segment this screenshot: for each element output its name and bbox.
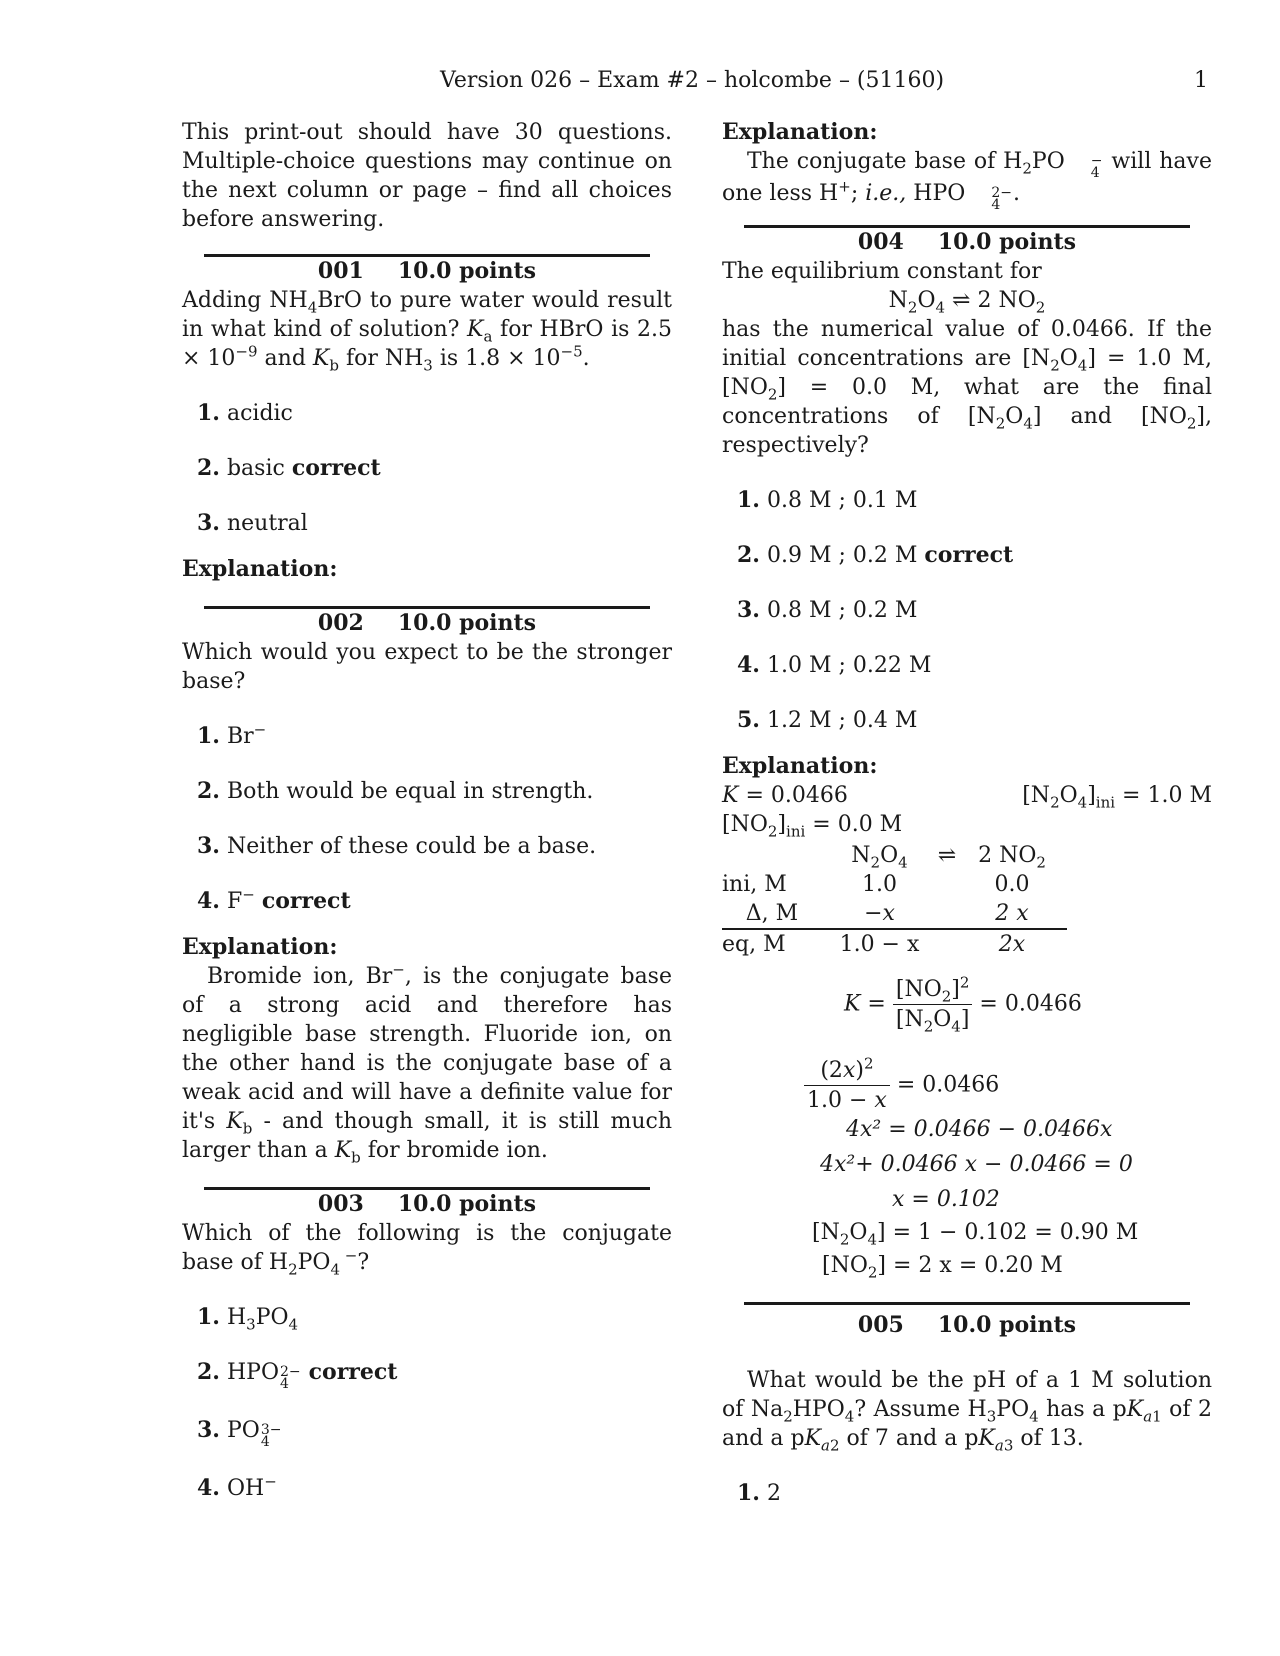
- k-expression: K = $\frac{[NO_2]^2}{[N_2O_4]}$ = 0.0466: [844, 973, 1082, 1036]
- choice-003-4[interactable]: 4. OH−: [197, 1472, 277, 1501]
- equation-line-3: x = 0.102: [892, 1187, 1000, 1212]
- choice-003-1[interactable]: 1. $H_3PO_4$: [197, 1304, 299, 1334]
- question-header-002: 002 10.0 points: [317, 610, 537, 636]
- equation-line-2: 4x²+ 0.0466 x − 0.0466 = 0: [820, 1152, 1133, 1177]
- question-header-004: 004 10.0 points: [857, 229, 1077, 255]
- question-text-003: Which of the following is the conjugate base of $H_2PO_4$ −?: [182, 1221, 672, 1279]
- substitution-line: $\frac{(2x)^2}{1.0 - x}$ = 0.0466: [722, 1056, 1212, 1115]
- question-header-005: 005 10.0 points: [857, 1312, 1077, 1338]
- result-no2: $[NO_2] = 2$ x = 0.20 M: [822, 1253, 1063, 1282]
- left-column: [182, 118, 672, 1503]
- ice-row: eq, M 1.0 − x 2x: [722, 929, 1067, 959]
- question-header-001: 001 10.0 points: [317, 258, 537, 284]
- choice-004-4[interactable]: 4. 1.0 M ; 0.22 M: [737, 652, 932, 678]
- ice-row: ini, M 1.0 0.0: [722, 872, 1030, 897]
- question-intro-004: The equilibrium constant for: [722, 259, 1042, 284]
- ice-row: Δ, M −x 2 x: [745, 901, 1029, 926]
- correct-marker: correct: [261, 888, 351, 914]
- choice-001-1[interactable]: 1. acidic: [197, 400, 293, 426]
- header-title: Version 026 – Exam #2 – holcombe – (51160): [440, 68, 945, 93]
- ice-table: $N_2O_4$ ⇌ 2 $NO_2$ ini, M 1.0 0.0 Δ, M −x 2 x eq, M 1.0 − x 2x: [722, 841, 1067, 959]
- choice-002-4[interactable]: 4. F− correct: [197, 885, 351, 914]
- choice-001-3[interactable]: 3. neutral: [197, 510, 308, 536]
- explanation-text-003: The conjugate base of $H_2PO$ − 4 will have one less H+; i.e., HPO 2− 4 .: [722, 149, 1212, 213]
- choice-004-5[interactable]: 5. 1.2 M ; 0.4 M: [737, 707, 918, 733]
- no2-initial-line: $[NO_2]_{ini} = 0.0$ M: [722, 812, 903, 841]
- correct-marker: correct: [308, 1359, 398, 1385]
- k-line: K = 0.0466 $[N_2O_4]_{ini} = 1.0$ M: [722, 783, 1212, 812]
- correct-marker: correct: [924, 542, 1014, 568]
- choice-002-2[interactable]: 2. Both would be equal in strength.: [197, 778, 594, 804]
- choice-005-1[interactable]: 1. 2: [737, 1480, 781, 1506]
- question-text-001: Adding $NH_4BrO$ to pure water would result in what kind of solution? $K_a$ for HBrO is $2.5 \times 10^{-9}$ and $K_b$ for $NH_3$ is $1.8 \times 10^{-5}$.: [182, 288, 672, 375]
- page-number: 1: [1194, 68, 1208, 93]
- intro-text: This print-out should have 30 questions. Multiple-choice questions may continue on the next column or page – find all choices before answering.: [182, 120, 672, 232]
- choice-004-3[interactable]: 3. 0.8 M ; 0.2 M: [737, 597, 918, 623]
- page-header: [0, 66, 1280, 98]
- choice-002-3[interactable]: 3. Neither of these could be a base.: [197, 833, 597, 859]
- explanation-label-003: Explanation:: [722, 119, 878, 145]
- explanation-text-002: Bromide ion, Br−, is the conjugate base of a strong acid and therefore has negligible base strength. Fluoride ion, on the other hand is the conjugate base of a weak acid and will have a definite value for it's $K_b$ - and though small, it is still much larger than a $K_b$ for bromide ion.: [182, 960, 672, 1167]
- correct-marker: correct: [291, 455, 381, 481]
- right-column: [722, 118, 1212, 1508]
- choice-004-1[interactable]: 1. 0.8 M ; 0.1 M: [737, 487, 918, 513]
- result-n2o4: $[N_2O_4] = 1 - 0.102 = 0.90$ M: [812, 1220, 1139, 1249]
- question-divider: [744, 1302, 1190, 1305]
- explanation-label-002: Explanation:: [182, 934, 338, 960]
- question-text-005: What would be the pH of a 1 M solution of $Na_2HPO_4$? Assume $H_3PO_4$ has a $pK_{a1}$ of 2 and a $pK_{a2}$ of 7 and a $pK_{a3}$ of 13.: [722, 1368, 1212, 1455]
- choice-004-2[interactable]: 2. 0.9 M ; 0.2 M correct: [737, 542, 1014, 568]
- question-header-003: 003 10.0 points: [317, 1191, 537, 1217]
- equation-line-1: 4x² = 0.0466 − 0.0466x: [846, 1117, 1113, 1142]
- explanation-label-001: Explanation:: [182, 556, 338, 582]
- reaction-equation: $N_2O_4$ ⇌ 2 $NO_2$: [888, 288, 1046, 317]
- choice-003-3[interactable]: 3. PO 3− 4: [197, 1417, 282, 1450]
- question-text-004: has the numerical value of 0.0466. If the initial concentrations are $[N_2O_4] = 1.0$ M, $[NO_2] = 0.0$ M, what are the final concentrations of $[N_2O_4]$ and $[NO_2]$, respectively?: [722, 317, 1212, 458]
- choice-002-1[interactable]: 1. Br−: [197, 720, 267, 749]
- question-text-002: Which would you expect to be the stronger base?: [182, 640, 672, 694]
- explanation-label-004: Explanation:: [722, 753, 878, 779]
- choice-003-2[interactable]: 2. HPO 2− 4 correct: [197, 1359, 398, 1392]
- choice-001-2[interactable]: 2. basic correct: [197, 455, 381, 481]
